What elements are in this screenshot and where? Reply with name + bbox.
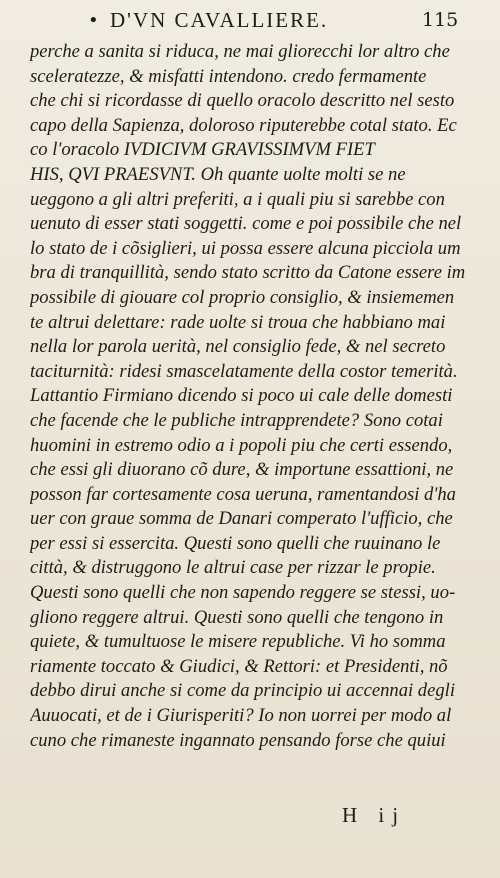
text-line: città, & distruggono le altrui case per rizzar le propie.	[30, 557, 436, 579]
text-line: lo stato de i cõsiglieri, ui possa essere alcuna picciola um	[30, 237, 461, 259]
text-line: che chi si ricordasse di quello oracolo descritto nel sesto	[30, 90, 455, 112]
text-line: co l'oracolo IVDICIVM GRAVISSIMVM FIET	[30, 139, 375, 161]
text-line: Lattantio Firmiano dicendo si poco ui cale delle domesti	[30, 385, 453, 407]
text-line: huomini in estremo odio a i popoli piu che certi essendo,	[30, 434, 453, 456]
text-line: te altrui delettare: rade uolte si troua che habbiano mai	[30, 311, 446, 333]
text-line: riamente toccato & Giudici, & Rettori: et Presidenti, nõ	[30, 655, 448, 677]
text-line: ueggono a gli altri preferiti, a i quali piu si sarebbe con	[30, 188, 445, 210]
running-header	[0, 6, 500, 34]
running-title: D'VN CAVALLIERE.	[110, 8, 329, 32]
text-line: uer con graue somma de Danari comperato l'ufficio, che	[30, 508, 453, 530]
text-line: quiete, & tumultuose le misere republiche. Vi ho somma	[30, 631, 446, 653]
text-line: taciturnità: ridesi smascelatamente della costor temerità.	[30, 360, 458, 382]
text-line: perche a sanita si riduca, ne mai gliorecchi lor altro che	[30, 41, 450, 62]
text-line: che essi gli diuorano cõ dure, & importune essattioni, ne	[30, 459, 454, 481]
body-text	[30, 40, 470, 753]
text-line: sceleratezze, & misfatti intendono. credo fermamente	[30, 65, 427, 87]
text-line: Questi sono quelli che non sapendo reggere se stessi, uo-	[30, 582, 456, 604]
text-line: HIS, QVI PRAESVNT. Oh quante uolte molti se ne	[30, 163, 406, 185]
text-line: posson far cortesamente cosa ueruna, ramentandosi d'ha	[30, 483, 456, 505]
text-line: capo della Sapienza, doloroso riputerebbe cotal stato. Ec	[30, 114, 457, 136]
page-number: 115	[422, 9, 459, 31]
text-line: debbo dirui anche si come da principio ui accennai degli	[30, 680, 455, 702]
text-line: per essi si essercita. Questi sono quelli che ruuinano le	[30, 532, 441, 554]
text-line: possibile di giouare col proprio consiglio, & insiememen	[30, 286, 455, 308]
text-line: che facende che le publiche intrapprendete? Sono cotai	[30, 409, 443, 431]
text-line: bra di tranquillità, sendo stato scritto da Catone essere im	[30, 262, 466, 284]
text-line: gliono reggere altrui. Questi sono quelli che tengono in	[30, 606, 444, 628]
header-mark: •	[88, 10, 99, 31]
text-line: uenuto di esser stati soggetti. come e poi possibile che nel	[30, 213, 462, 235]
signature-mark: H ij	[342, 803, 407, 827]
text-line: nella lor parola uerità, nel consiglio fede, & nel secreto	[30, 336, 446, 358]
text-line: Auuocati, et de i Giurisperiti? Io non uorrei per modo al	[30, 705, 452, 727]
text-line: cuno che rimaneste ingannato pensando forse che quiui	[30, 729, 446, 751]
